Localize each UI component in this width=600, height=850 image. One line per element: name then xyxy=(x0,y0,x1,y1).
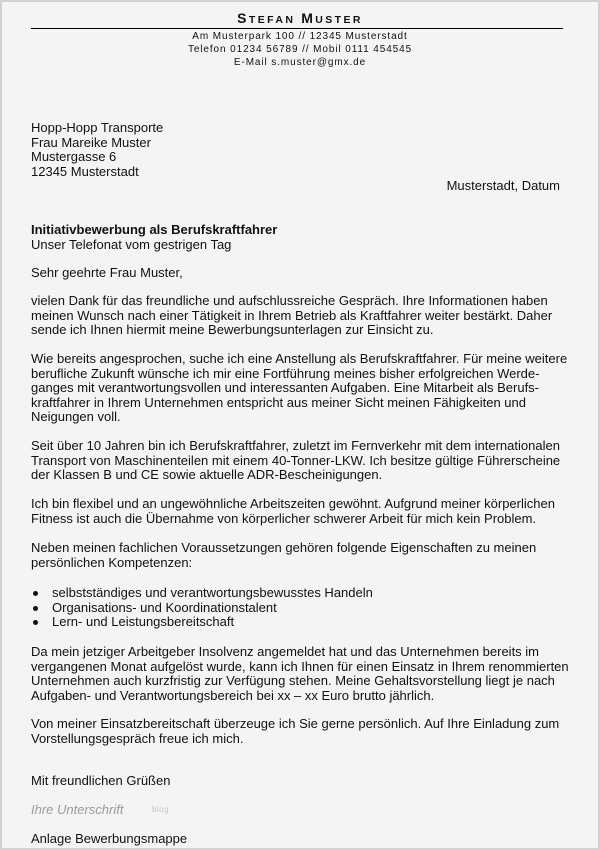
text-line: der Klassen B und CE sowie aktuelle ADR-Bescheinigungen. xyxy=(31,467,383,483)
text-line: Neigungen voll. xyxy=(31,409,121,425)
text-line: Von meiner Einsatzbereitschaft überzeuge ich Sie gerne persönlich. Auf Ihre Einladung zum xyxy=(31,716,560,731)
text-line: vielen Dank für das freundliche und aufschlussreiche Gespräch. Ihre Informationen haben xyxy=(31,293,548,308)
recipient-address xyxy=(31,121,163,179)
text-line: Vorstellungsgespräch freue ich mich. xyxy=(31,730,244,746)
text-line: ganges mit verantwortungsvollen und interessanten Aufgaben. Eine Mitarbeit als Berufs- xyxy=(31,380,540,396)
bullet-icon xyxy=(33,620,38,625)
subject-block xyxy=(31,223,277,252)
list-item-text: Organisations- und Koordinationstalent xyxy=(52,599,277,615)
text-line: Transport von Maschinenteilen mit einem 40-Tonner-LKW. Ich besitze gültige Führerscheine xyxy=(31,452,561,468)
sender-name xyxy=(2,11,598,28)
recipient-line: Mustergasse 6 xyxy=(31,149,117,165)
sender-address: Am Musterpark 100 // 12345 Musterstadt xyxy=(192,31,408,42)
name-first-rest: TEFAN xyxy=(248,14,296,26)
text-line: sende ich Ihnen hiermit meine Bewerbungsunterlagen zur Einsicht zu. xyxy=(31,322,434,338)
paragraph-motivation xyxy=(31,352,576,425)
paragraph-flexibility xyxy=(31,497,576,526)
salutation: Sehr geehrte Frau Muster, xyxy=(31,265,183,280)
sender-phone: Telefon 01234 56789 // Mobil 0111 454545 xyxy=(187,44,413,55)
paragraph-competencies-intro xyxy=(31,541,576,570)
enclosure-line: Anlage Bewerbungsmappe xyxy=(31,831,188,846)
text-line: kraftfahrer in Ihrem Unternehmen entspricht aus meiner Sicht meinen Fähigkeiten und xyxy=(31,394,526,410)
bullet-icon xyxy=(33,606,38,611)
paragraph-availability xyxy=(31,645,576,703)
sender-email: E-Mail s.muster@gmx.de xyxy=(233,57,367,68)
name-last-rest: USTER xyxy=(315,14,363,26)
text-line: meinen Wunsch nach einer Tätigkeit in Ihrem Betrieb als Kraftfahrer weiter bestärkt. Daher xyxy=(31,307,553,323)
signature-placeholder: Ihre Unterschrift xyxy=(31,802,124,817)
paragraph-intro xyxy=(31,294,576,338)
bullet-icon xyxy=(33,591,38,596)
closing-greeting: Mit freundlichen Grüßen xyxy=(31,773,171,788)
list-item-text: selbstständiges und verantwortungsbewusstes Handeln xyxy=(52,585,373,600)
text-line: Neben meinen fachlichen Voraussetzungen gehören folgende Eigenschaften zu meinen xyxy=(31,540,537,555)
text-line: Ich bin flexibel und an ungewöhnliche Arbeitszeiten gewöhnt. Aufgrund meiner körperlichen xyxy=(31,496,555,511)
text-line: persönlichen Kompetenzen: xyxy=(31,554,193,570)
list-item xyxy=(31,601,373,616)
recipient-line: Hopp-Hopp Transporte xyxy=(31,120,164,135)
text-line: Seit über 10 Jahren bin ich Berufskraftfahrer, zuletzt im Fernverkehr mit dem internationalen xyxy=(31,438,560,453)
text-line: berufliche Zukunft wünsche ich mir eine Fortführung meines bisher erfolgreichen Werde- xyxy=(31,365,540,381)
list-item-text: Lern- und Leistungsbereitschaft xyxy=(52,614,235,630)
name-initial-first: S xyxy=(237,10,249,26)
subject-reference: Unser Telefonat vom gestrigen Tag xyxy=(31,236,232,252)
date-line: Musterstadt, Datum xyxy=(446,178,560,193)
subject-title: Initiativbewerbung als Berufskraftfahrer xyxy=(31,222,278,237)
text-line: Da mein jetziger Arbeitgeber Insolvenz angemeldet hat und das Unternehmen bereits im xyxy=(31,644,540,659)
recipient-line: Frau Mareike Muster xyxy=(31,134,151,150)
recipient-line: 12345 Musterstadt xyxy=(31,163,139,179)
text-line: Wie bereits angesprochen, suche ich eine Anstellung als Berufskraftfahrer. Für meine weitere xyxy=(31,351,568,366)
competencies-list xyxy=(31,586,373,630)
paragraph-experience xyxy=(31,439,576,483)
text-line: Aufgaben- und Verantwortungsbereich bei xx – xx Euro brutto jährlich. xyxy=(31,687,435,703)
watermark: blog xyxy=(152,805,170,814)
name-initial-last: M xyxy=(301,10,316,26)
paragraph-closing xyxy=(31,717,576,746)
text-line: Fitness ist auch die Übernahme von körperlicher schwerer Arbeit für mich kein Problem. xyxy=(31,510,537,526)
list-item xyxy=(31,586,373,601)
text-line: Unternehmen auch kurzfristig zur Verfügung stehen. Meine Gehaltsvorstellung liegt je nach xyxy=(31,673,555,689)
text-line: vergangenen Monat aufgelöst wurde, kann ich Ihnen für einen Einsatz in Ihrem renommierten xyxy=(31,658,569,674)
header-divider xyxy=(31,28,563,29)
list-item xyxy=(31,615,373,630)
